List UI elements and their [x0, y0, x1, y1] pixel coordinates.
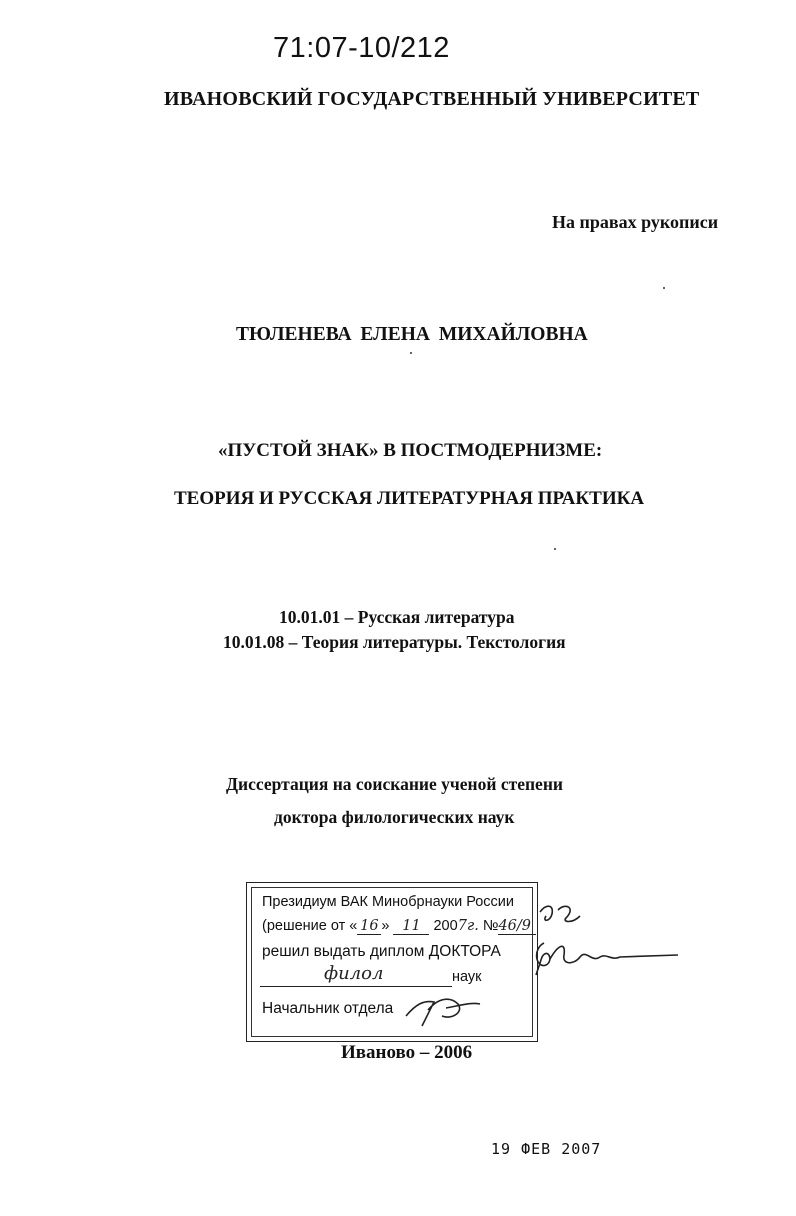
stamp-line-decision [262, 918, 536, 935]
degree-line-2: доктора филологических наук [274, 807, 515, 827]
scan-speck [410, 352, 412, 354]
decision-mid: » [381, 918, 390, 934]
decision-prefix: (решение от « [262, 918, 358, 934]
specialty-2: 10.01.08 – Теория литературы. Текстология [223, 632, 566, 652]
handwritten-mark-icon [536, 900, 586, 934]
stamp-field-handwritten: филол [324, 963, 384, 984]
vak-stamp [246, 882, 538, 1042]
decision-number: 46/9 [498, 918, 536, 935]
stamp-field-suffix: наук [452, 969, 482, 985]
stamp-line-head: Начальник отдела [262, 1000, 394, 1017]
decision-year: 7г. [457, 918, 479, 934]
decision-month: 11 [393, 918, 429, 935]
signature-right-icon [530, 935, 680, 985]
decision-no-label: № [482, 918, 499, 934]
degree-line-1: Диссертация на соискание ученой степени [226, 774, 563, 794]
stamp-inner-frame [251, 887, 533, 1037]
catalog-number: 71:07-10/212 [273, 32, 450, 64]
stamp-line-presidium: Президиум ВАК Минобрнауки России [262, 894, 515, 910]
scan-speck [554, 548, 556, 550]
receipt-date-stamp: 19 ФЕВ 2007 [491, 1140, 602, 1158]
title-line-1: «ПУСТОЙ ЗНАК» В ПОСТМОДЕРНИЗМЕ: [218, 440, 603, 461]
decision-day: 16 [357, 918, 381, 935]
author-name: ТЮЛЕНЕВА ЕЛЕНА МИХАЙЛОВНА [236, 324, 588, 345]
city-year: Иваново – 2006 [341, 1042, 473, 1063]
decision-year-prefix: 200 [433, 918, 458, 934]
stamp-field-underline [260, 986, 452, 987]
head-signature-icon [402, 990, 482, 1030]
university-name: ИВАНОВСКИЙ ГОСУДАРСТВЕННЫЙ УНИВЕРСИТЕТ [164, 88, 700, 110]
title-line-2: ТЕОРИЯ И РУССКАЯ ЛИТЕРАТУРНАЯ ПРАКТИКА [174, 488, 645, 509]
rights-note: На правах рукописи [552, 212, 719, 232]
specialty-1: 10.01.01 – Русская литература [279, 607, 515, 627]
scan-speck [663, 287, 665, 289]
stamp-line-diploma: решил выдать диплом ДОКТОРА [262, 943, 501, 960]
